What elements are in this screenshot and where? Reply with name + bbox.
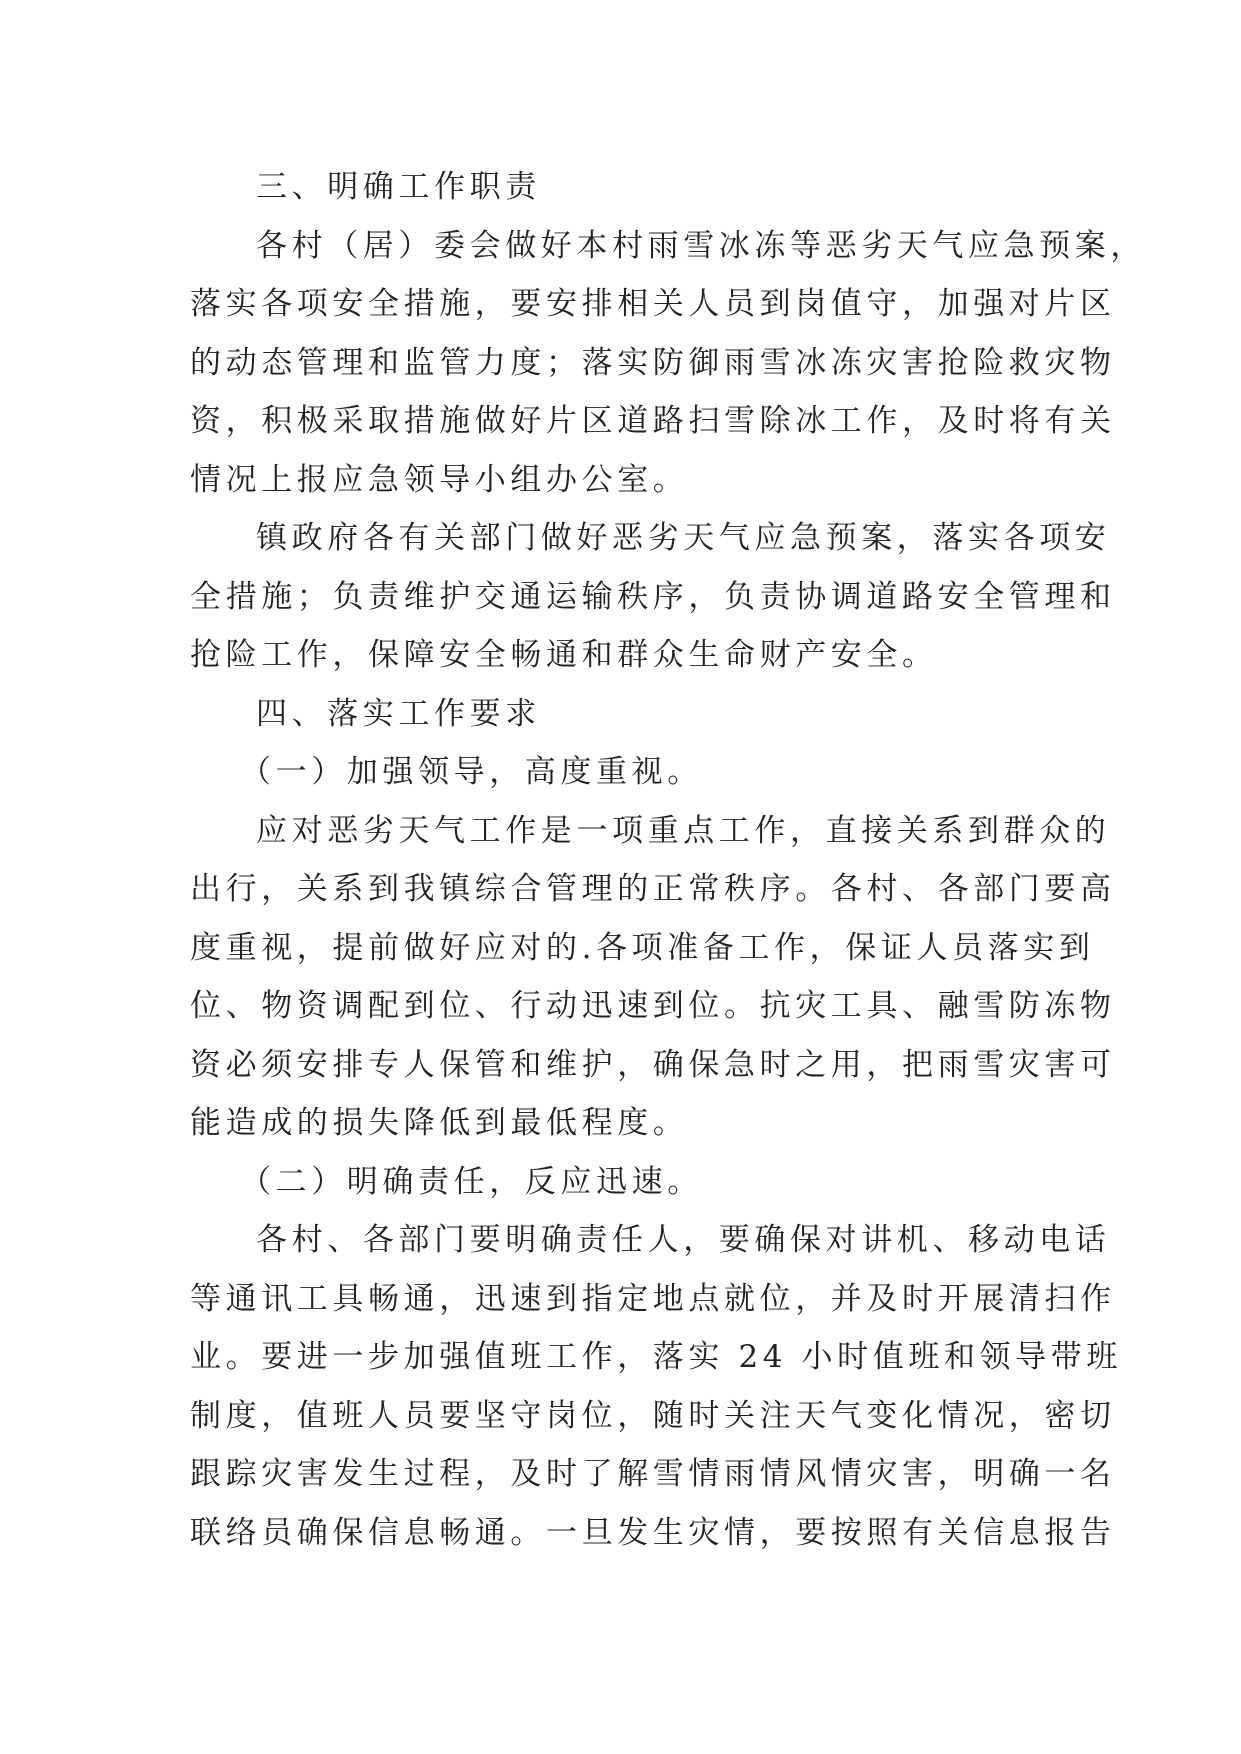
text-line: 全措施；负责维护交通运输秩序，负责协调道路安全管理和 — [190, 578, 1116, 615]
text-line: 出行，关系到我镇综合管理的正常秩序。各村、各部门要高 — [190, 871, 1116, 907]
text-line: 制度，值班人员要坚守岗位，随时关注天气变化情况，密切 — [190, 1397, 1116, 1434]
text-line: 四、落实工作要求 — [256, 695, 541, 732]
text-line: 的动态管理和监管力度；落实防御雨雪冰冻灾害抢险救灾物 — [190, 344, 1116, 381]
text-line: 抢险工作，保障安全畅通和群众生命财产安全。 — [190, 637, 938, 673]
text-line: 各村（居）委会做好本村雨雪冰冻等恶劣天气应急预案， — [256, 227, 1146, 264]
text-line: （一）加强领导，高度重视。 — [240, 754, 703, 790]
text-line: 跟踪灾害发生过程，及时了解雪情雨情风情灾害，明确一名 — [190, 1456, 1116, 1492]
text-line: 资必须安排专人保管和维护，确保急时之用，把雨雪灾害可 — [190, 1046, 1116, 1083]
text-line: 位、物资调配到位、行动迅速到位。抗灾工具、融雪防冻物 — [190, 988, 1116, 1024]
text-line: 资，积极采取措施做好片区道路扫雪除冰工作，及时将有关 — [190, 403, 1116, 439]
text-line: 三、明确工作职责 — [256, 169, 541, 205]
text-line: （二）明确责任，反应迅速。 — [240, 1163, 703, 1200]
text-line: 联络员确保信息畅通。一旦发生灾情，要按照有关信息报告 — [190, 1514, 1116, 1551]
text-line: 度重视，提前做好应对的.各项准备工作，保证人员落实到 — [190, 929, 1095, 966]
text-line: 等通讯工具畅通，迅速到指定地点就位，并及时开展清扫作 — [190, 1280, 1116, 1317]
text-line: 业。要进一步加强值班工作，落实 24 小时值班和领导带班 — [190, 1339, 1122, 1375]
text-line: 能造成的损失降低到最低程度。 — [190, 1105, 689, 1141]
text-line: 落实各项安全措施，要安排相关人员到岗值守，加强对片区 — [190, 286, 1116, 322]
text-line: 各村、各部门要明确责任人，要确保对讲机、移动电话 — [256, 1222, 1111, 1258]
text-line: 应对恶劣天气工作是一项重点工作，直接关系到群众的 — [256, 812, 1111, 849]
document-body — [190, 158, 1146, 1562]
text-line: 镇政府各有关部门做好恶劣天气应急预案，落实各项安 — [256, 520, 1111, 556]
text-line: 情况上报应急领导小组办公室。 — [190, 461, 689, 498]
